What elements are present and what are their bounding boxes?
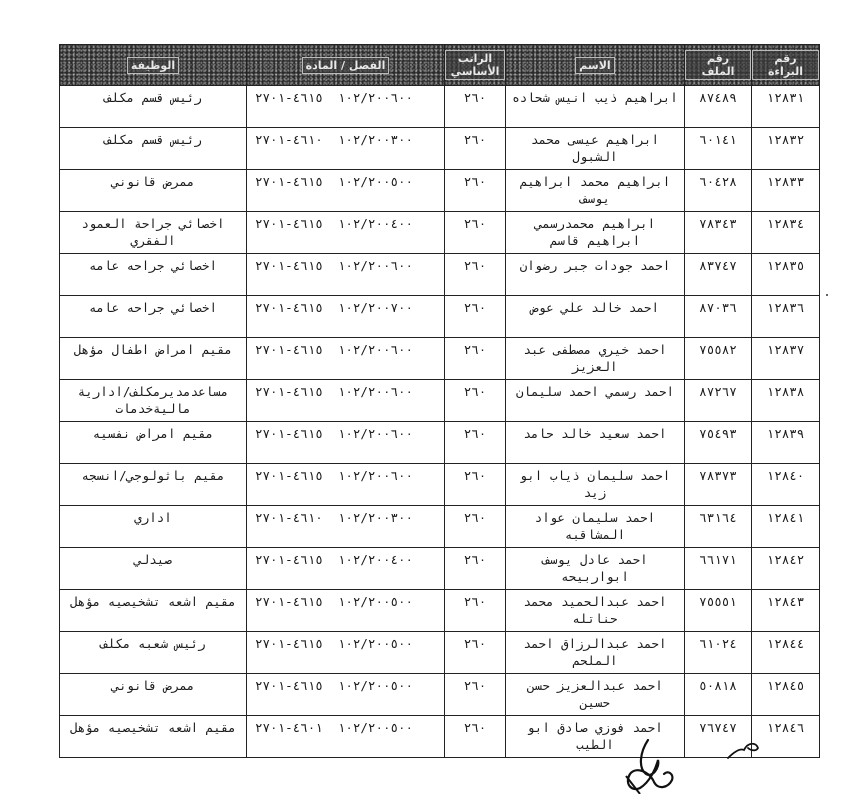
job-title-cell: صيدلي <box>60 548 247 590</box>
file-no-cell: ٦٠١٤١ <box>685 128 752 170</box>
file-no-cell: ٦٣١٦٤ <box>685 506 752 548</box>
job-title-cell: ممرض قانوني <box>60 170 247 212</box>
name-cell: احمد سعيد خالد حامد <box>506 422 685 464</box>
job-title-cell: مقيم اشعه تشخيصيه مؤهل <box>60 716 247 758</box>
basic-salary-cell: ٢٦٠ <box>445 632 506 674</box>
file-no-cell: ٦٠٤٢٨ <box>685 170 752 212</box>
registration-no-cell: ١٢٨٤٦ <box>752 716 820 758</box>
job-title-cell: مقيم امراض نفسيه <box>60 422 247 464</box>
table-row <box>60 128 820 170</box>
registration-no-cell: ١٢٨٤٤ <box>752 632 820 674</box>
document-sheet <box>59 44 819 758</box>
initials-mark <box>726 738 762 760</box>
chapter-article-cell: ١٠٢/٢٠٠٦٠٠ ٤٦١٥-٢٧٠١ <box>247 254 445 296</box>
table-row <box>60 296 820 338</box>
chapter-article-cell: ١٠٢/٢٠٠٦٠٠ ٤٦١٥-٢٧٠١ <box>247 380 445 422</box>
table-row <box>60 254 820 296</box>
registration-no-cell: ١٢٨٣٤ <box>752 212 820 254</box>
header-chapter-article: الفصل / المادة <box>247 45 445 86</box>
registration-no-cell: ١٢٨٣٢ <box>752 128 820 170</box>
table-row <box>60 716 820 758</box>
name-cell: ابراهيم عيسى محمد الشبول <box>506 128 685 170</box>
chapter-article-cell: ١٠٢/٢٠٠٦٠٠ ٤٦١٥-٢٧٠١ <box>247 464 445 506</box>
header-registration-no: رقم البراءة <box>752 45 820 86</box>
job-title-cell: رئيس قسم مكلف <box>60 86 247 128</box>
chapter-article-cell: ١٠٢/٢٠٠٥٠٠ ٤٦١٥-٢٧٠١ <box>247 632 445 674</box>
chapter-article-cell: ١٠٢/٢٠٠٦٠٠ ٤٦١٥-٢٧٠١ <box>247 338 445 380</box>
file-no-cell: ٨٧٠٣٦ <box>685 296 752 338</box>
registration-no-cell: ١٢٨٤٣ <box>752 590 820 632</box>
name-cell: احمد عبدالعزيز حسن حسين <box>506 674 685 716</box>
employee-table <box>59 44 820 758</box>
job-title-cell: مساعدمديرمكلف/ادارية ماليةخدمات <box>60 380 247 422</box>
header-basic-salary: الراتب الأساسي <box>445 45 506 86</box>
chapter-article-cell: ١٠٢/٢٠٠٤٠٠ ٤٦١٥-٢٧٠١ <box>247 212 445 254</box>
name-cell: احمد سليمان ذياب ابو زيد <box>506 464 685 506</box>
registration-no-cell: ١٢٨٣٦ <box>752 296 820 338</box>
file-no-cell: ٧٨٣٤٣ <box>685 212 752 254</box>
job-title-cell: اخصائي جراحة العمود الفقري <box>60 212 247 254</box>
job-title-cell: رئيس قسم مكلف <box>60 128 247 170</box>
table-row <box>60 464 820 506</box>
name-cell: ابراهيم محمدرسمي ابراهيم قاسم <box>506 212 685 254</box>
chapter-article-cell: ١٠٢/٢٠٠٥٠٠ ٤٦١٥-٢٧٠١ <box>247 674 445 716</box>
table-row <box>60 380 820 422</box>
file-no-cell: ٧٥٥٥١ <box>685 590 752 632</box>
file-no-cell: ٦١٠٢٤ <box>685 632 752 674</box>
basic-salary-cell: ٢٦٠ <box>445 716 506 758</box>
chapter-article-cell: ١٠٢/٢٠٠٦٠٠ ٤٦١٥-٢٧٠١ <box>247 422 445 464</box>
chapter-article-cell: ١٠٢/٢٠٠٦٠٠ ٤٦١٥-٢٧٠١ <box>247 86 445 128</box>
signature-mark <box>610 738 690 794</box>
table-row <box>60 548 820 590</box>
table-row <box>60 674 820 716</box>
file-no-cell: ٧٨٣٧٣ <box>685 464 752 506</box>
table-row <box>60 338 820 380</box>
basic-salary-cell: ٢٦٠ <box>445 212 506 254</box>
name-cell: احمد خيري مصطفى عبد العزيز <box>506 338 685 380</box>
registration-no-cell: ١٢٨٣٥ <box>752 254 820 296</box>
job-title-cell: مقيم اشعه تشخيصيه مؤهل <box>60 590 247 632</box>
chapter-article-cell: ١٠٢/٢٠٠٣٠٠ ٤٦١٠-٢٧٠١ <box>247 128 445 170</box>
basic-salary-cell: ٢٦٠ <box>445 674 506 716</box>
basic-salary-cell: ٢٦٠ <box>445 170 506 212</box>
basic-salary-cell: ٢٦٠ <box>445 254 506 296</box>
name-cell: احمد رسمي احمد سليمان <box>506 380 685 422</box>
file-no-cell: ٨٣٧٤٧ <box>685 254 752 296</box>
chapter-article-cell: ١٠٢/٢٠٠٤٠٠ ٤٦١٥-٢٧٠١ <box>247 548 445 590</box>
chapter-article-cell: ١٠٢/٢٠٠٣٠٠ ٤٦١٠-٢٧٠١ <box>247 506 445 548</box>
file-no-cell: ٧٥٤٩٣ <box>685 422 752 464</box>
job-title-cell: ممرض قانوني <box>60 674 247 716</box>
job-title-cell: اداري <box>60 506 247 548</box>
name-cell: ابراهيم ذيب انيس شحاده <box>506 86 685 128</box>
file-no-cell: ٨٧٤٨٩ <box>685 86 752 128</box>
file-no-cell: ٧٥٥٨٢ <box>685 338 752 380</box>
basic-salary-cell: ٢٦٠ <box>445 422 506 464</box>
job-title-cell: اخصائي جراحه عامه <box>60 296 247 338</box>
name-cell: احمد جودات جبر رضوان <box>506 254 685 296</box>
chapter-article-cell: ١٠٢/٢٠٠٥٠٠ ٤٦٠١-٢٧٠١ <box>247 716 445 758</box>
basic-salary-cell: ٢٦٠ <box>445 296 506 338</box>
basic-salary-cell: ٢٦٠ <box>445 86 506 128</box>
name-cell: احمد عبدالرزاق احمد الملحم <box>506 632 685 674</box>
registration-no-cell: ١٢٨٤٥ <box>752 674 820 716</box>
header-name: الاسم <box>506 45 685 86</box>
table-row <box>60 590 820 632</box>
scan-artifact-dot <box>826 294 828 296</box>
basic-salary-cell: ٢٦٠ <box>445 464 506 506</box>
name-cell: ابراهيم محمد ابراهيم يوسف <box>506 170 685 212</box>
registration-no-cell: ١٢٨٤١ <box>752 506 820 548</box>
table-row <box>60 170 820 212</box>
header-job-title: الوظيفة <box>60 45 247 86</box>
basic-salary-cell: ٢٦٠ <box>445 338 506 380</box>
basic-salary-cell: ٢٦٠ <box>445 548 506 590</box>
job-title-cell: مقيم امراض اطفال مؤهل <box>60 338 247 380</box>
name-cell: احمد عبدالحميد محمد حناتله <box>506 590 685 632</box>
chapter-article-cell: ١٠٢/٢٠٠٧٠٠ ٤٦١٥-٢٧٠١ <box>247 296 445 338</box>
basic-salary-cell: ٢٦٠ <box>445 128 506 170</box>
table-header-row <box>60 45 820 86</box>
registration-no-cell: ١٢٨٤٠ <box>752 464 820 506</box>
job-title-cell: مقيم باثولوجي/انسجه <box>60 464 247 506</box>
basic-salary-cell: ٢٦٠ <box>445 380 506 422</box>
header-file-no: رقم الملف <box>685 45 752 86</box>
name-cell: احمد سليمان عواد المشاقبه <box>506 506 685 548</box>
file-no-cell: ٨٧٢٦٧ <box>685 380 752 422</box>
registration-no-cell: ١٢٨٣١ <box>752 86 820 128</box>
job-title-cell: اخصائي جراحه عامه <box>60 254 247 296</box>
table-row <box>60 422 820 464</box>
name-cell: احمد خالد علي عوض <box>506 296 685 338</box>
registration-no-cell: ١٢٨٣٨ <box>752 380 820 422</box>
registration-no-cell: ١٢٨٣٩ <box>752 422 820 464</box>
basic-salary-cell: ٢٦٠ <box>445 506 506 548</box>
table-row <box>60 632 820 674</box>
file-no-cell: ٧٦٧٤٧ <box>685 716 752 758</box>
registration-no-cell: ١٢٨٤٢ <box>752 548 820 590</box>
chapter-article-cell: ١٠٢/٢٠٠٥٠٠ ٤٦١٥-٢٧٠١ <box>247 590 445 632</box>
name-cell: احمد عادل يوسف ابواربيحه <box>506 548 685 590</box>
chapter-article-cell: ١٠٢/٢٠٠٥٠٠ ٤٦١٥-٢٧٠١ <box>247 170 445 212</box>
table-body <box>60 86 820 758</box>
name-cell: احمد فوزي صادق ابو الطيب <box>506 716 685 758</box>
table-row <box>60 212 820 254</box>
job-title-cell: رئيس شعبه مكلف <box>60 632 247 674</box>
table-row <box>60 86 820 128</box>
registration-no-cell: ١٢٨٣٣ <box>752 170 820 212</box>
basic-salary-cell: ٢٦٠ <box>445 590 506 632</box>
file-no-cell: ٥٠٨١٨ <box>685 674 752 716</box>
registration-no-cell: ١٢٨٣٧ <box>752 338 820 380</box>
table-row <box>60 506 820 548</box>
file-no-cell: ٦٦١٧١ <box>685 548 752 590</box>
